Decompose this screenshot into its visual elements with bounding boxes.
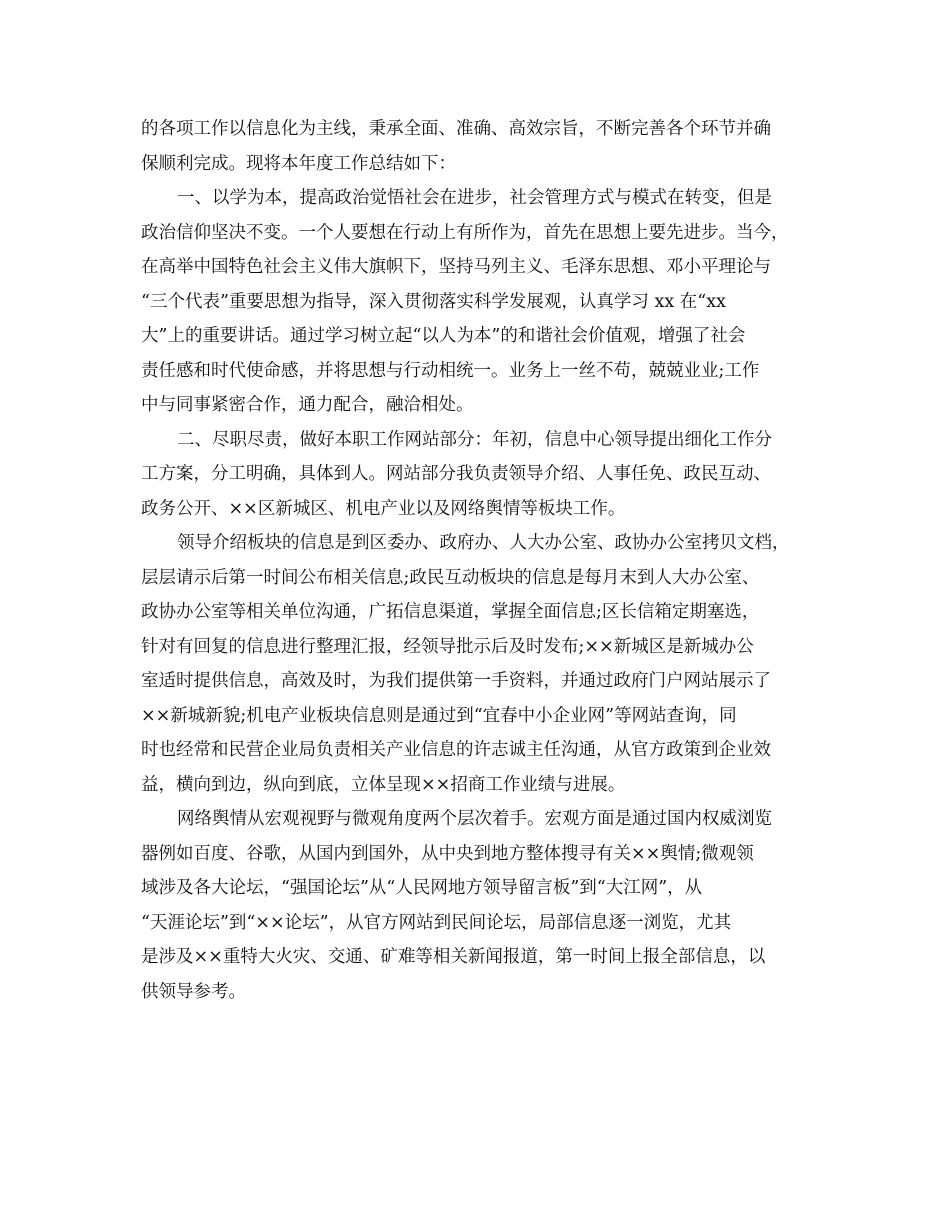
text-line: 时也经常和民营企业局负责相关产业信息的许志诚主任沟通，从官方政策到企业效 [141,740,771,760]
text-line: 中与同事紧密合作，通力配合，融洽相处。 [141,395,474,415]
text-line: 供领导参考。 [141,981,246,1002]
text-line: 工方案，分工明确，具体到人。网站部分我负责领导介绍、人事任免、政民互动、 [141,464,771,484]
text-line: 政协办公室等相关单位沟通，广拓信息渠道，掌握全面信息;区长信箱定期塞选， [141,602,760,622]
paragraph-first-line: 二、尽职尽责，做好本职工作网站部分：年初，信息中心领导提出细化工作分 [177,429,772,450]
text-line: ××新城新貌;机电产业板块信息则是通过到“宜春中小企业网”等网站查询，同 [141,705,737,726]
paragraph-first-line: 网络舆情从宏观视野与微观角度两个层次着手。宏观方面是通过国内权威浏览 [177,809,772,829]
text-line: 在高举中国特色社会主义伟大旗帜下，坚持马列主义、毛泽东思想、邓小平理论与 [141,257,771,277]
paragraph-first-line: 一、以学为本，提高政治觉悟社会在进步，社会管理方式与模式在转变，但是 [177,188,772,208]
text-line: 益，横向到边，纵向到底，立体呈现××招商工作业绩与进展。 [141,774,626,795]
text-line: 政治信仰坚决不变。一个人要想在行动上有所作为，首先在思想上要先进步。当今， [141,222,789,243]
text-line: 层层请示后第一时间公布相关信息;政民互动板块的信息是每月末到人大办公室、 [141,567,760,588]
paragraph-first-line: 领导介绍板块的信息是到区委办、政府办、人大办公室、政协办公室拷贝文档， [177,533,790,553]
text-line: 是涉及××重特大火灾、交通、矿难等相关新闻报道，第一时间上报全部信息，以 [141,947,766,967]
text-line: 政务公开、××区新城区、机电产业以及网络舆情等板块工作。 [141,498,626,519]
text-line: 保顺利完成。现将本年度工作总结如下： [141,153,456,174]
text-line: 大”上的重要讲话。通过学习树立起“以人为本”的和谐社会价值观，增强了社会 [141,326,746,346]
text-line: 域涉及各大论坛，“强国论坛”从“人民网地方领导留言板”到“大江网”，从 [141,878,703,898]
text-line: 责任感和时代使命感，并将思想与行动相统一。业务上一丝不苟，兢兢业业;工作 [141,360,760,381]
text-line: 针对有回复的信息进行整理汇报，经领导批示后及时发布;××新城区是新城办公 [141,636,754,657]
text-line: 室适时提供信息，高效及时，为我们提供第一手资料，并通过政府门户网站展示了 [141,671,771,691]
text-line: “天涯论坛”到“××论坛”，从官方网站到民间论坛，局部信息逐一浏览，尤其 [141,912,732,933]
text-line: 器例如百度、谷歌，从国内到国外，从中央到地方整体搜寻有关××舆情;微观领 [141,843,754,864]
document-body [141,112,821,1009]
text-line: “三个代表”重要思想为指导，深入贯彻落实科学发展观，认真学习 xx 在“xx [141,291,726,312]
text-line: 的各项工作以信息化为主线，秉承全面、准确、高效宗旨，不断完善各个环节并确 [141,119,771,139]
